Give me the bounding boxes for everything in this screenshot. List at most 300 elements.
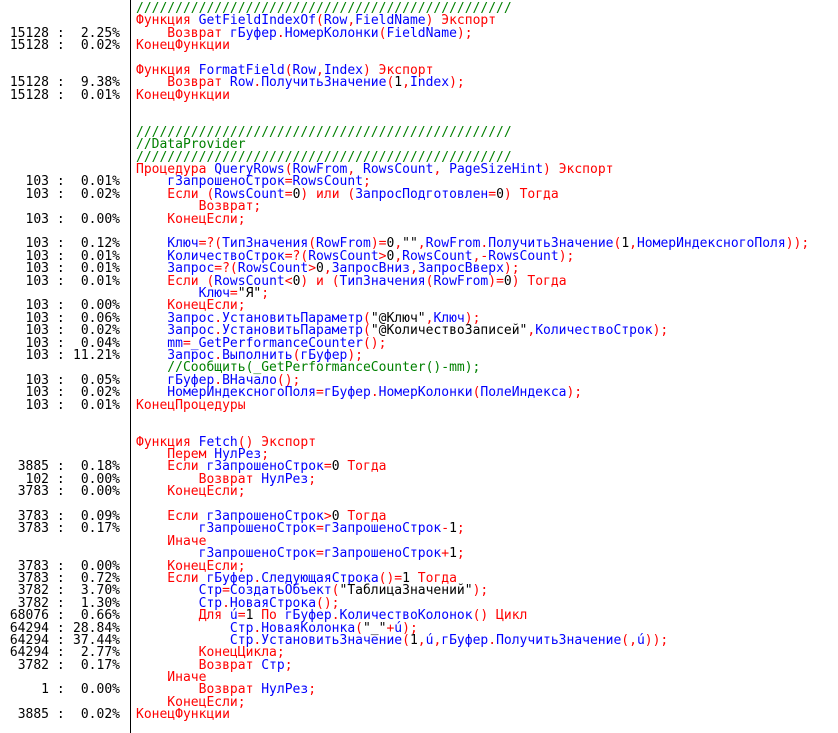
code-token-keyword: Тогда	[409, 570, 457, 586]
code-token-operator: );	[347, 347, 364, 363]
code-token-operator: (	[206, 273, 215, 289]
code-token-operator: )=	[370, 236, 387, 252]
code-token-identifier: УстановитьЗначение	[261, 632, 403, 648]
code-token-operator: )	[543, 162, 551, 178]
code-token-number: 1	[394, 75, 403, 91]
code-token-keyword: Возврат	[136, 471, 262, 487]
execution-count: 3783	[17, 558, 49, 574]
gutter-colon: :	[49, 323, 73, 339]
code-row	[0, 610, 838, 622]
time-percent: 0.01%	[80, 261, 120, 277]
execution-count: 103	[25, 347, 49, 363]
execution-count: 15128	[9, 38, 49, 54]
code-token-operator: ,	[417, 236, 426, 252]
code-token-identifier: Ключ	[136, 236, 199, 252]
code-token-operator: )	[425, 13, 434, 29]
execution-count: 3783	[17, 509, 49, 525]
execution-count: 103	[25, 248, 49, 264]
code-token-operator: =	[222, 583, 230, 599]
execution-count: 3885	[17, 707, 49, 723]
code-token-identifier: Row	[229, 75, 254, 91]
code-row	[0, 397, 838, 413]
execution-count: 64294	[9, 620, 49, 636]
code-token-operator: =?(	[198, 236, 223, 252]
code-token-identifier: Стр	[136, 632, 254, 648]
code-token-operator: ;	[308, 471, 317, 487]
code-token-keyword: Тогда	[339, 459, 387, 475]
code-token-operator: .	[253, 620, 262, 636]
code-line[interactable]	[130, 397, 246, 413]
time-percent: 0.00%	[80, 484, 120, 500]
code-token-operator: (	[402, 632, 410, 648]
code-token-identifier: гБуфер	[441, 632, 489, 648]
code-token-identifier: НоваяКолонка	[261, 620, 356, 636]
code-token-operator: );	[449, 75, 465, 91]
profile-gutter-cell	[0, 397, 130, 413]
code-row	[0, 211, 838, 227]
code-token-operator: ()=	[378, 570, 403, 586]
code-token-operator: .	[488, 632, 497, 648]
time-percent: 0.72%	[80, 570, 120, 586]
code-listing[interactable]	[0, 3, 838, 722]
code-token-operator: .	[222, 595, 230, 611]
code-token-keyword: Экспорт	[550, 162, 614, 178]
code-row	[0, 632, 838, 648]
code-token-operator: (,	[621, 632, 637, 648]
code-token-operator: ();	[316, 595, 340, 611]
code-token-identifier: Стр	[136, 595, 223, 611]
gutter-colon: :	[49, 509, 73, 525]
code-row	[0, 325, 838, 337]
code-token-keyword: Если	[136, 186, 207, 202]
time-percent: 0.01%	[80, 174, 120, 190]
execution-count: 15128	[9, 87, 49, 103]
code-row	[0, 471, 838, 487]
code-token-keyword: Функция	[136, 434, 199, 450]
code-token-number: 0	[331, 509, 340, 525]
code-token-operator: =	[488, 186, 497, 202]
code-token-identifier: КоличествоСтрок	[136, 248, 285, 264]
code-token-operator: =	[323, 459, 332, 475]
gutter-colon: :	[49, 632, 73, 648]
execution-count: 64294	[9, 632, 49, 648]
gutter-colon: :	[49, 347, 73, 363]
code-token-number: 0	[292, 273, 301, 289]
code-token-operator: );	[402, 620, 418, 636]
code-token-operator: );	[566, 385, 583, 401]
code-token-identifier: ТипЗначения	[222, 236, 309, 252]
code-token-operator: (	[206, 186, 215, 202]
gutter-colon: :	[49, 657, 73, 673]
code-token-keyword: или	[316, 186, 340, 202]
code-row	[0, 434, 838, 450]
code-token-identifier: GetFieldIndexOf	[198, 13, 317, 29]
code-token-identifier: гБуфер	[284, 608, 332, 624]
code-token-string: "@Ключ"	[370, 310, 426, 326]
profile-gutter-cell	[0, 273, 130, 289]
code-token-operator: (	[386, 75, 395, 91]
code-token-identifier: гЗапрошеноСтрок	[136, 174, 285, 190]
code-token-identifier: QueryRows	[214, 162, 285, 178]
code-token-identifier: НулРез	[261, 471, 309, 487]
code-token-identifier: СоздатьОбъект	[229, 583, 332, 599]
code-token-identifier: Стр	[136, 620, 254, 636]
code-token-identifier: Запрос	[136, 261, 215, 277]
profile-gutter-cell	[0, 186, 130, 202]
code-line[interactable]	[130, 87, 230, 103]
code-token-keyword: Возврат	[136, 25, 230, 41]
code-token-identifier: гБуфер	[323, 385, 371, 401]
code-token-identifier: Index	[409, 75, 450, 91]
code-token-identifier: УстановитьПараметр	[222, 310, 363, 326]
code-row	[0, 40, 838, 52]
code-token-operator: );	[503, 261, 520, 277]
execution-count: 103	[25, 323, 49, 339]
code-token-keyword: Экспорт	[253, 434, 317, 450]
profile-gutter-cell	[0, 657, 130, 673]
code-token-identifier: ú	[229, 608, 238, 624]
code-token-operator: );	[472, 583, 489, 599]
code-line[interactable]	[130, 40, 230, 52]
profile-gutter-cell	[0, 486, 130, 498]
code-token-keyword: Цикл	[488, 608, 528, 624]
code-row	[0, 486, 838, 498]
gutter-colon: :	[49, 372, 73, 388]
code-token-keyword: КонецЕсли	[136, 694, 238, 710]
time-percent: 0.00%	[80, 211, 120, 227]
code-token-operator: )	[300, 186, 317, 202]
code-token-operator: )	[511, 273, 528, 289]
code-token-identifier: гЗапрошеноСтрок	[206, 459, 324, 475]
code-token-keyword: Если	[136, 509, 207, 525]
execution-count: 15128	[9, 25, 49, 41]
code-token-comment: //Сообщить(_GetPerformanceCounter()-mm);	[136, 360, 481, 376]
code-token-number: 1	[449, 521, 457, 537]
code-token-keyword: КонецЕсли	[136, 558, 238, 574]
code-token-operator: >	[323, 509, 332, 525]
gutter-colon: :	[49, 211, 73, 227]
code-token-operator: .	[276, 25, 285, 41]
profile-gutter-cell	[0, 523, 130, 535]
time-percent: 0.04%	[80, 335, 120, 351]
code-token-operator: (	[425, 273, 434, 289]
code-token-operator: ;	[261, 285, 270, 301]
code-row	[0, 164, 838, 176]
code-token-identifier: НомерКолонки	[284, 25, 379, 41]
time-percent: 0.06%	[80, 310, 120, 326]
code-token-comment: //DataProvider	[136, 137, 246, 153]
code-token-operator: );	[652, 323, 669, 339]
profile-gutter-cell	[0, 87, 130, 103]
code-token-identifier: ú	[425, 632, 434, 648]
code-token-operator: -	[441, 521, 450, 537]
code-token-operator: (	[331, 583, 340, 599]
code-token-operator: >	[308, 261, 317, 277]
code-token-identifier: ТипЗначения	[339, 273, 426, 289]
code-token-identifier: FieldName	[386, 25, 457, 41]
code-token-identifier: Стр	[261, 657, 285, 673]
code-token-operator: ;	[237, 484, 246, 500]
code-token-keyword: КонецПроцедуры	[136, 397, 246, 413]
code-token-identifier: СледующаяСтрока	[261, 570, 379, 586]
time-percent: 0.01%	[80, 397, 120, 413]
code-token-keyword: КонецЕсли	[136, 211, 238, 227]
code-token-operator: (	[292, 347, 301, 363]
code-token-operator: ,	[347, 13, 356, 29]
code-token-operator: ,	[394, 248, 403, 264]
code-token-identifier: RowsCount	[308, 248, 379, 264]
code-token-operator: ,	[347, 162, 364, 178]
code-token-identifier: RowsCount	[214, 186, 285, 202]
code-token-identifier: ЗапросВверх	[417, 261, 504, 277]
code-token-number: 0	[292, 186, 301, 202]
code-token-keyword: Иначе	[136, 670, 207, 686]
code-token-identifier: НомерИндексногоПоля	[136, 385, 317, 401]
execution-count: 103	[25, 211, 49, 227]
code-token-identifier: ЗапросВниз	[331, 261, 410, 277]
code-token-identifier: ПолеИндекса	[480, 385, 567, 401]
code-token-keyword: КонецЕсли	[136, 298, 238, 314]
profile-gutter-cell	[0, 347, 130, 363]
code-token-keyword: Для	[136, 608, 230, 624]
code-token-identifier: Запрос	[136, 347, 215, 363]
execution-count: 102	[25, 471, 49, 487]
code-token-identifier: RowFrom	[316, 236, 371, 252]
gutter-colon: :	[49, 645, 73, 661]
code-token-identifier: ЗапросПодготовлен	[355, 186, 489, 202]
execution-count: 3783	[17, 484, 49, 500]
code-token-operator: ;	[261, 447, 270, 463]
code-token-operator: ,	[409, 261, 418, 277]
code-row	[0, 102, 838, 114]
code-token-string: "_"	[362, 620, 387, 636]
execution-count: 3782	[17, 595, 49, 611]
code-line[interactable]	[130, 709, 230, 721]
code-token-operator: .	[480, 236, 489, 252]
gutter-colon: :	[49, 174, 73, 190]
code-token-keyword: Возврат	[136, 199, 254, 215]
code-token-operator: .	[253, 570, 262, 586]
code-token-operator: ;	[363, 174, 371, 190]
code-token-operator: )	[300, 273, 317, 289]
code-token-operator: (	[472, 385, 481, 401]
code-token-identifier: гБуфер	[300, 347, 348, 363]
code-token-operator: ;	[284, 657, 293, 673]
execution-count: 103	[25, 186, 49, 202]
code-token-keyword: Возврат	[136, 657, 262, 673]
time-percent: 0.01%	[80, 87, 120, 103]
code-token-keyword: КонецЕсли	[136, 484, 238, 500]
code-token-keyword: КонецФункции	[136, 87, 230, 103]
code-token-operator: )	[363, 62, 371, 78]
code-token-keyword: КонецФункции	[136, 38, 230, 54]
execution-count: 103	[25, 385, 49, 401]
code-token-identifier: RowsCount	[488, 248, 559, 264]
code-token-string: "Я"	[237, 285, 262, 301]
code-token-operator: =	[316, 521, 324, 537]
code-token-identifier: КоличествоКолонок	[339, 608, 473, 624]
code-token-identifier: _GetPerformanceCounter	[190, 335, 363, 351]
time-percent: 2.77%	[80, 645, 120, 661]
gutter-colon: :	[49, 558, 73, 574]
code-line[interactable]	[130, 211, 246, 227]
code-token-operator: +	[441, 546, 450, 562]
gutter-colon: :	[49, 595, 73, 611]
code-token-keyword: Возврат	[136, 75, 230, 91]
code-token-identifier: Ключ	[136, 285, 230, 301]
code-token-operator: ,	[527, 323, 536, 339]
code-token-operator: .	[331, 608, 340, 624]
gutter-colon: :	[49, 75, 73, 91]
profile-gutter-cell	[0, 709, 130, 721]
time-percent: 1.30%	[80, 595, 120, 611]
code-token-operator: ,	[402, 75, 410, 91]
code-token-operator: =	[237, 608, 246, 624]
execution-count: 103	[25, 174, 49, 190]
code-token-operator: (	[308, 236, 317, 252]
time-percent: 37.44%	[73, 632, 120, 648]
code-token-operator: ));	[644, 632, 669, 648]
code-token-operator: ;	[276, 645, 285, 661]
gutter-colon: :	[49, 459, 73, 475]
code-token-operator: ;	[237, 694, 246, 710]
code-token-identifier: Index	[323, 62, 363, 78]
code-token-identifier: mm	[136, 335, 183, 351]
code-token-identifier: RowsCount	[214, 273, 285, 289]
time-percent: 28.84%	[73, 620, 120, 636]
execution-count: 68076	[9, 608, 49, 624]
code-row	[0, 672, 838, 684]
code-row	[0, 548, 838, 560]
code-token-identifier: гЗапрошеноСтрок	[136, 546, 317, 562]
code-token-identifier: ú	[394, 620, 403, 636]
time-percent: 0.05%	[80, 372, 120, 388]
code-token-operator: =?(	[214, 261, 238, 277]
code-token-identifier: ПолучитьЗначение	[261, 75, 387, 91]
code-token-operator: )=	[488, 273, 504, 289]
code-row	[0, 362, 838, 374]
code-token-operator: ,	[425, 310, 434, 326]
code-token-identifier: ПолучитьЗначение	[496, 632, 622, 648]
profile-gutter-cell	[0, 40, 130, 52]
gutter-colon: :	[49, 521, 73, 537]
code-row	[0, 694, 838, 710]
code-row	[0, 523, 838, 535]
code-token-number: 0	[331, 459, 340, 475]
gutter-colon: :	[49, 707, 73, 723]
code-token-string: ""	[402, 236, 418, 252]
code-row	[0, 657, 838, 673]
code-token-operator: (	[323, 273, 340, 289]
execution-count: 103	[25, 236, 49, 252]
code-token-identifier: RowsCount	[363, 162, 434, 178]
time-percent: 0.02%	[80, 323, 120, 339]
code-token-identifier: Выполнить	[222, 347, 293, 363]
code-token-identifier: НомерКолонки	[378, 385, 473, 401]
execution-count: 3783	[17, 570, 49, 586]
code-token-operator: >	[378, 248, 387, 264]
execution-count: 3783	[17, 521, 49, 537]
code-row	[0, 25, 838, 41]
code-token-operator: +	[386, 620, 395, 636]
code-token-operator: (	[316, 13, 324, 29]
code-token-identifier: гЗапрошеноСтрок	[136, 521, 317, 537]
code-token-identifier: Row	[292, 62, 317, 78]
time-percent: 3.70%	[80, 583, 120, 599]
gutter-colon: :	[49, 38, 73, 54]
code-token-identifier: FormatField	[198, 62, 285, 78]
gutter-colon: :	[49, 608, 73, 624]
time-percent: 0.02%	[80, 186, 120, 202]
code-row	[0, 77, 838, 89]
code-token-identifier: гЗапрошеноСтрок	[323, 521, 442, 537]
code-token-number: 0	[496, 186, 504, 202]
code-token-identifier: RowsCount	[292, 174, 363, 190]
gutter-colon: :	[49, 397, 73, 413]
code-row	[0, 273, 838, 289]
code-token-keyword: Экспорт	[370, 62, 434, 78]
code-token-operator: ));	[785, 236, 810, 252]
gutter-colon: :	[49, 570, 73, 586]
code-token-operator: ,	[394, 236, 403, 252]
execution-count: 64294	[9, 645, 49, 661]
gutter-colon: :	[49, 87, 73, 103]
code-token-operator: );	[456, 25, 473, 41]
code-row	[0, 585, 838, 597]
code-token-operator: ();	[362, 335, 387, 351]
code-token-keyword: Если	[136, 459, 207, 475]
code-token-identifier: гБуфер	[206, 570, 254, 586]
code-token-operator: );	[464, 310, 481, 326]
gutter-colon: :	[49, 273, 73, 289]
code-token-number: 1	[402, 570, 410, 586]
execution-count: 103	[25, 372, 49, 388]
code-token-keyword: Процедура	[136, 162, 215, 178]
time-percent: 0.12%	[80, 236, 120, 252]
gutter-colon: :	[49, 471, 73, 487]
gutter-colon: :	[49, 261, 73, 277]
execution-count: 15128	[9, 75, 49, 91]
code-token-number: 1	[409, 632, 418, 648]
code-line[interactable]	[130, 486, 246, 498]
execution-count: 103	[25, 335, 49, 351]
code-token-keyword: Тогда	[339, 509, 387, 525]
code-token-operator: ,	[417, 632, 426, 648]
code-token-keyword: и	[316, 273, 324, 289]
code-token-operator: <	[284, 273, 293, 289]
code-token-identifier: НулРез	[261, 682, 309, 698]
code-token-number: 0	[316, 261, 324, 277]
code-token-identifier: ПолучитьЗначение	[488, 236, 614, 252]
code-token-operator: =	[182, 335, 191, 351]
code-token-number: 1	[245, 608, 254, 624]
gutter-colon: :	[49, 583, 73, 599]
time-percent: 0.01%	[80, 248, 120, 264]
time-percent: 0.00%	[80, 682, 120, 698]
time-percent: 0.00%	[80, 298, 120, 314]
code-row	[0, 201, 838, 213]
code-row	[0, 647, 838, 659]
code-row	[0, 461, 838, 473]
code-token-identifier: Стр	[136, 583, 223, 599]
code-token-identifier: Ключ	[433, 310, 465, 326]
code-token-operator: ;	[237, 211, 246, 227]
time-percent: 0.02%	[80, 707, 120, 723]
code-row	[0, 412, 838, 424]
gutter-colon: :	[49, 385, 73, 401]
code-token-operator: ()	[472, 608, 489, 624]
code-token-keyword: Если	[136, 570, 207, 586]
